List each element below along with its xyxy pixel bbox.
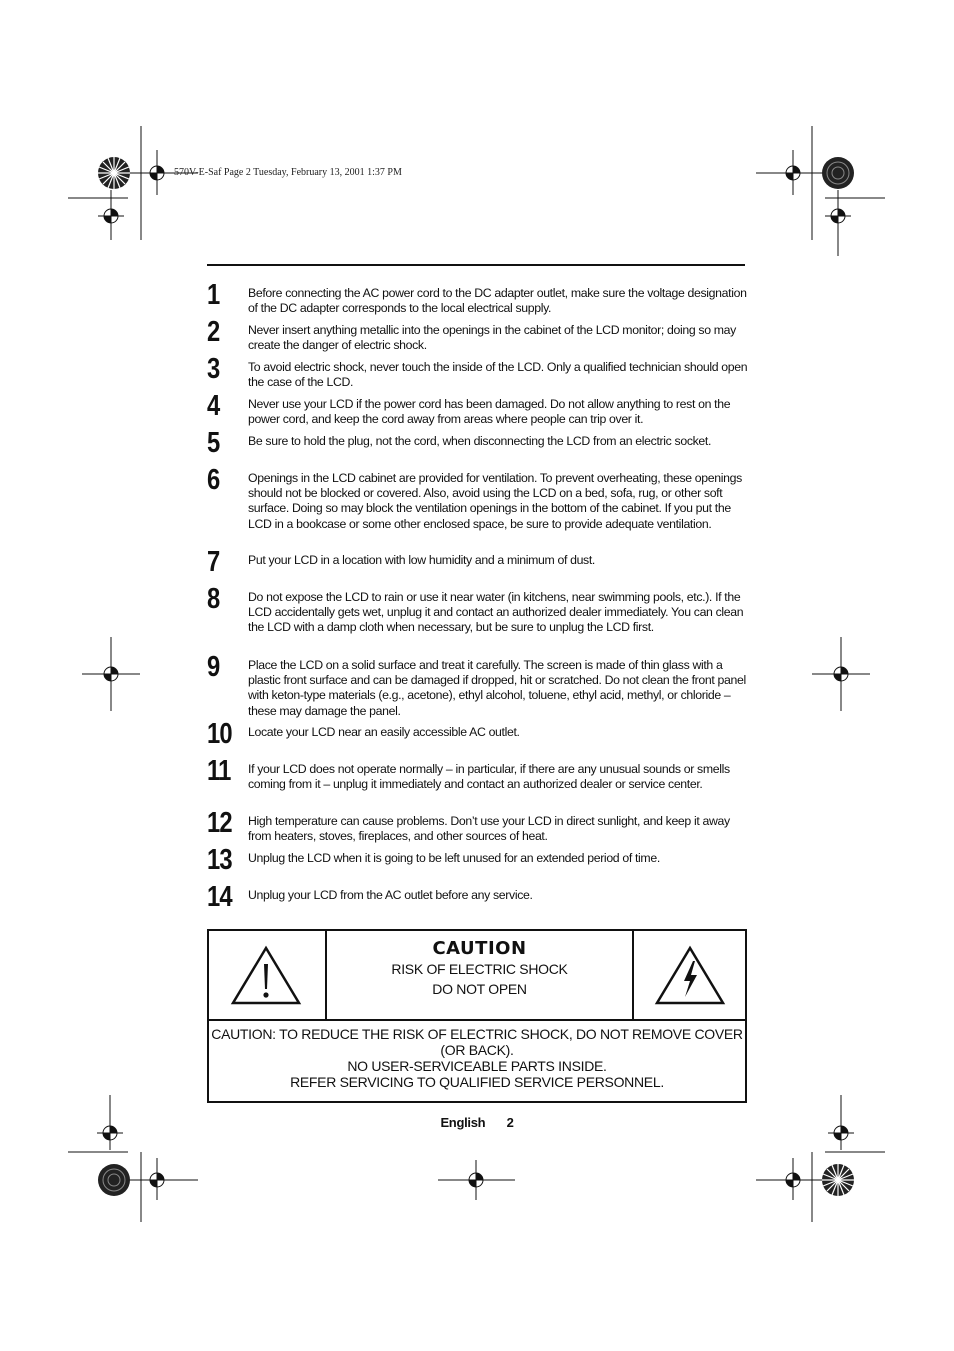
caution-bottom-line: NO USER-SERVICEABLE PARTS INSIDE. [347,1058,607,1074]
item-text: Put your LCD in a location with low humidity and a minimum of dust. [248,553,595,567]
caution-do-not-open: DO NOT OPEN [432,981,527,997]
item-text: High temperature can cause problems. Don’t use your LCD in direct sunlight, and keep it away from heaters, stoves, fireplaces, and other sources of heat. [248,814,730,844]
item-text: Unplug your LCD from the AC outlet before any service. [248,888,533,902]
item-number: 2 [207,316,220,348]
item-number: 7 [207,546,220,578]
exclamation-triangle-icon [209,931,325,1019]
caution-bottom-line: REFER SERVICING TO QUALIFIED SERVICE PERSONNEL. [290,1074,664,1090]
lightning-triangle-icon [634,931,745,1019]
caution-label [207,929,747,1103]
top-rule [207,264,745,266]
item-number: 11 [207,755,231,787]
item-text: Be sure to hold the plug, not the cord, when disconnecting the LCD from an electric socket. [248,434,712,448]
item-number: 13 [207,844,232,876]
caution-title: CAUTION [432,938,527,959]
item-number: 12 [207,807,232,839]
item-number: 10 [207,718,232,750]
item-text: Place the LCD on a solid surface and treat it carefully. The screen is made of thin glass with a plastic front surface and can be damaged if dropped, hit or scratched. Do not clean the front panel with keton-type materials (e.g., acetone), ethyl alcohol, toluene, ethyl acid, methyl, or chloride – these may damage the panel. [248,658,746,718]
item-number: 6 [207,464,220,496]
item-number: 3 [207,353,220,385]
caution-header-row [209,931,745,1021]
caution-left-cell [209,931,327,1019]
caution-right-cell [632,931,745,1019]
item-text: To avoid electric shock, never touch the inside of the LCD. Only a qualified technician should open the case of the LCD. [248,360,748,390]
item-number: 5 [207,427,220,459]
item-number: 9 [207,651,220,683]
caution-warning-text [209,1026,745,1090]
caution-center-cell [327,931,632,1019]
item-text: Unplug the LCD when it is going to be left unused for an extended period of time. [248,851,660,865]
item-text: Openings in the LCD cabinet are provided for ventilation. To prevent overheating, these openings should not be blocked or covered. Also, avoid using the LCD on a bed, sofa, rug, or other soft surface. Doing so may block the ventilation openings in the bottom of the cabinet. If you put the LCD in a bookcase or some other enclosed space, be sure to provide adequate ventilation. [248,471,742,531]
item-text: Do not expose the LCD to rain or use it near water (in kitchens, near swimming pools, etc.). If the LCD accidentally gets wet, unplug it and contact an authorized dealer immediately. You can clean the LCD with a damp cloth when necessary, but be sure to unplug the LCD first. [248,590,744,635]
item-text: Never insert anything metallic into the openings in the cabinet of the LCD monitor; doing so may create the danger of electric shock. [248,323,736,353]
page-footer [0,1115,954,1130]
footer-language: English [440,1115,486,1130]
page-number: 2 [506,1115,514,1130]
item-text: Never use your LCD if the power cord has been damaged. Do not allow anything to rest on the power cord, and keep the cord away from areas where people can trip over it. [248,397,731,427]
item-text: Locate your LCD near an easily accessible AC outlet. [248,725,520,739]
item-text: Before connecting the AC power cord to the DC adapter outlet, make sure the voltage designation of the DC adapter corresponds to the local electrical supply. [248,286,747,316]
item-number: 4 [207,390,220,422]
item-number: 1 [207,279,220,311]
caution-bottom-line: (OR BACK). [440,1042,514,1058]
item-number: 8 [207,583,220,615]
caution-bottom-line: CAUTION: TO REDUCE THE RISK OF ELECTRIC SHOCK, DO NOT REMOVE COVER [211,1026,743,1042]
item-text: If your LCD does not operate normally – in particular, if there are any unusual sounds or smells coming from it – unplug it immediately and contact an authorized dealer or service center. [248,762,730,792]
print-slug: 570V-E-Saf Page 2 Tuesday, February 13, 2001 1:37 PM [174,167,402,178]
caution-risk-text: RISK OF ELECTRIC SHOCK [391,961,568,977]
item-number: 14 [207,881,232,913]
